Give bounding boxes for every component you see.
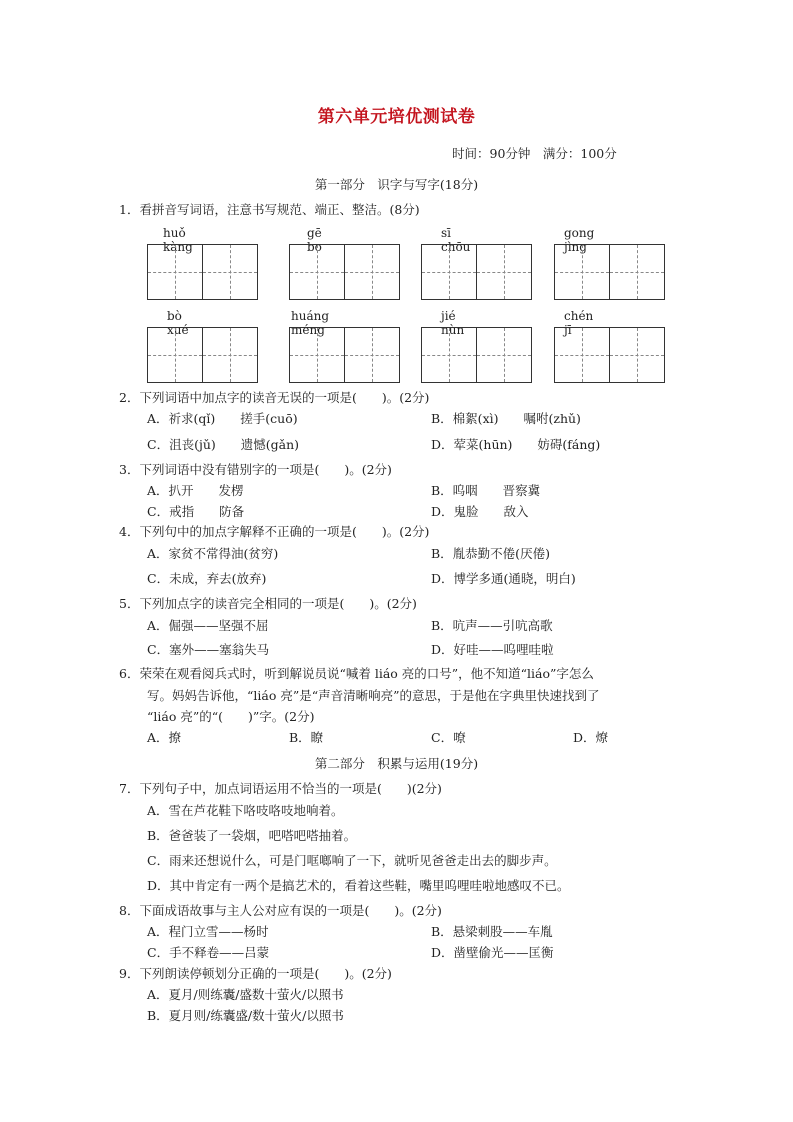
q2-option-c[interactable]: C．沮丧(jǔ) 遗憾(gǎn) — [147, 437, 300, 452]
q6-option-a[interactable]: A．撩 — [147, 730, 182, 745]
pinyin: chén jī — [564, 309, 606, 337]
part2-heading: 第二部分 积累与运用(19分) — [314, 756, 479, 771]
exam-meta: 时间：90分钟 满分：100分 — [452, 146, 617, 161]
q9-text: 9．下列朗读停顿划分正确的一项是( )。(2分) — [119, 966, 392, 981]
q5-option-a[interactable]: A．倔强——坚强不屈 — [147, 618, 269, 633]
q3-option-a[interactable]: A．扒开 发楞 — [147, 483, 244, 498]
q5-option-c[interactable]: C．塞外——塞翁失马 — [147, 642, 270, 657]
q9-option-b[interactable]: B．夏月则/练囊盛/数十萤火/以照书 — [147, 1008, 344, 1023]
q9-option-a[interactable]: A．夏月/则练囊/盛数十萤火/以照书 — [147, 987, 344, 1002]
q6-line-3: “liáo 亮”的“( )”字。(2分) — [147, 709, 315, 724]
q7-text: 7．下列句子中，加点词语运用不恰当的一项是( )(2分) — [119, 781, 442, 796]
q7-option-b[interactable]: B．爸爸装了一袋烟，吧嗒吧嗒抽着。 — [147, 828, 357, 843]
part1-heading: 第一部分 识字与写字(18分) — [314, 177, 479, 192]
q6-line-1: 6．荣荣在观看阅兵式时，听到解说员说“喊着 liáo 亮的口号”，他不知道“liáo”字怎么 — [119, 666, 594, 681]
q3-option-d[interactable]: D．鬼脸 敌入 — [431, 504, 529, 519]
q3-option-c[interactable]: C．戒指 防备 — [147, 504, 245, 519]
q7-option-a[interactable]: A．雪在芦花鞋下咯吱咯吱地响着。 — [147, 803, 344, 818]
q3-text: 3．下列词语中没有错别字的一项是( )。(2分) — [119, 462, 392, 477]
pinyin: huáng méng — [291, 309, 342, 337]
q6-option-d[interactable]: D．燎 — [573, 730, 609, 745]
pinyin: sī chōu — [441, 226, 471, 254]
pinyin: gong jìng — [564, 226, 607, 254]
q8-option-b[interactable]: B．悬梁刺股——车胤 — [431, 924, 553, 939]
q5-option-d[interactable]: D．好哇——呜哩哇啦 — [431, 642, 554, 657]
q1-text: 1．看拼音写词语，注意书写规范、端正、整洁。(8分) — [119, 202, 420, 217]
q4-option-c[interactable]: C．未成，弃去(放弃) — [147, 571, 267, 586]
q8-option-a[interactable]: A．程门立雪——杨时 — [147, 924, 269, 939]
pinyin: bò xué — [167, 309, 194, 337]
pinyin: gē bo — [307, 226, 346, 254]
q8-option-d[interactable]: D．凿壁偷光——匡衡 — [431, 945, 554, 960]
q2-option-b[interactable]: B．棉絮(xì) 嘱咐(zhǔ) — [431, 411, 581, 426]
q2-option-d[interactable]: D．荤菜(hūn) 妨碍(fáng) — [431, 437, 601, 452]
q4-text: 4．下列句中的加点字解释不正确的一项是( )。(2分) — [119, 524, 430, 539]
q7-option-d[interactable]: D．其中肯定有一两个是搞艺术的，看着这些鞋，嘴里呜哩哇啦地感叹不已。 — [147, 878, 570, 893]
q6-option-c[interactable]: C．嘹 — [431, 730, 466, 745]
q2-option-a[interactable]: A．祈求(qǐ) 搓手(cuō) — [147, 411, 298, 426]
q6-option-b[interactable]: B．瞭 — [289, 730, 324, 745]
q6-line-2: 写。妈妈告诉他，“liáo 亮”是“声音清晰响亮”的意思，于是他在字典里快速找到了 — [147, 688, 600, 703]
q8-option-c[interactable]: C．手不释卷——吕蒙 — [147, 945, 270, 960]
q4-option-d[interactable]: D．博学多通(通晓，明白) — [431, 571, 576, 586]
q4-option-b[interactable]: B．胤恭勤不倦(厌倦) — [431, 546, 550, 561]
q8-text: 8．下面成语故事与主人公对应有误的一项是( )。(2分) — [119, 903, 442, 918]
q7-option-c[interactable]: C．雨来还想说什么，可是门哐啷响了一下，就听见爸爸走出去的脚步声。 — [147, 853, 557, 868]
q5-text: 5．下列加点字的读音完全相同的一项是( )。(2分) — [119, 596, 417, 611]
q2-text: 2．下列词语中加点字的读音无误的一项是( )。(2分) — [119, 390, 430, 405]
q4-option-a[interactable]: A．家贫不常得油(贫穷) — [147, 546, 279, 561]
page-title: 第六单元培优测试卷 — [317, 107, 476, 127]
q3-option-b[interactable]: B．呜咽 晋察冀 — [431, 483, 541, 498]
q5-option-b[interactable]: B．吭声——引吭高歌 — [431, 618, 553, 633]
pinyin: huǒ kàng — [163, 226, 198, 254]
pinyin: jié nùn — [441, 309, 468, 337]
